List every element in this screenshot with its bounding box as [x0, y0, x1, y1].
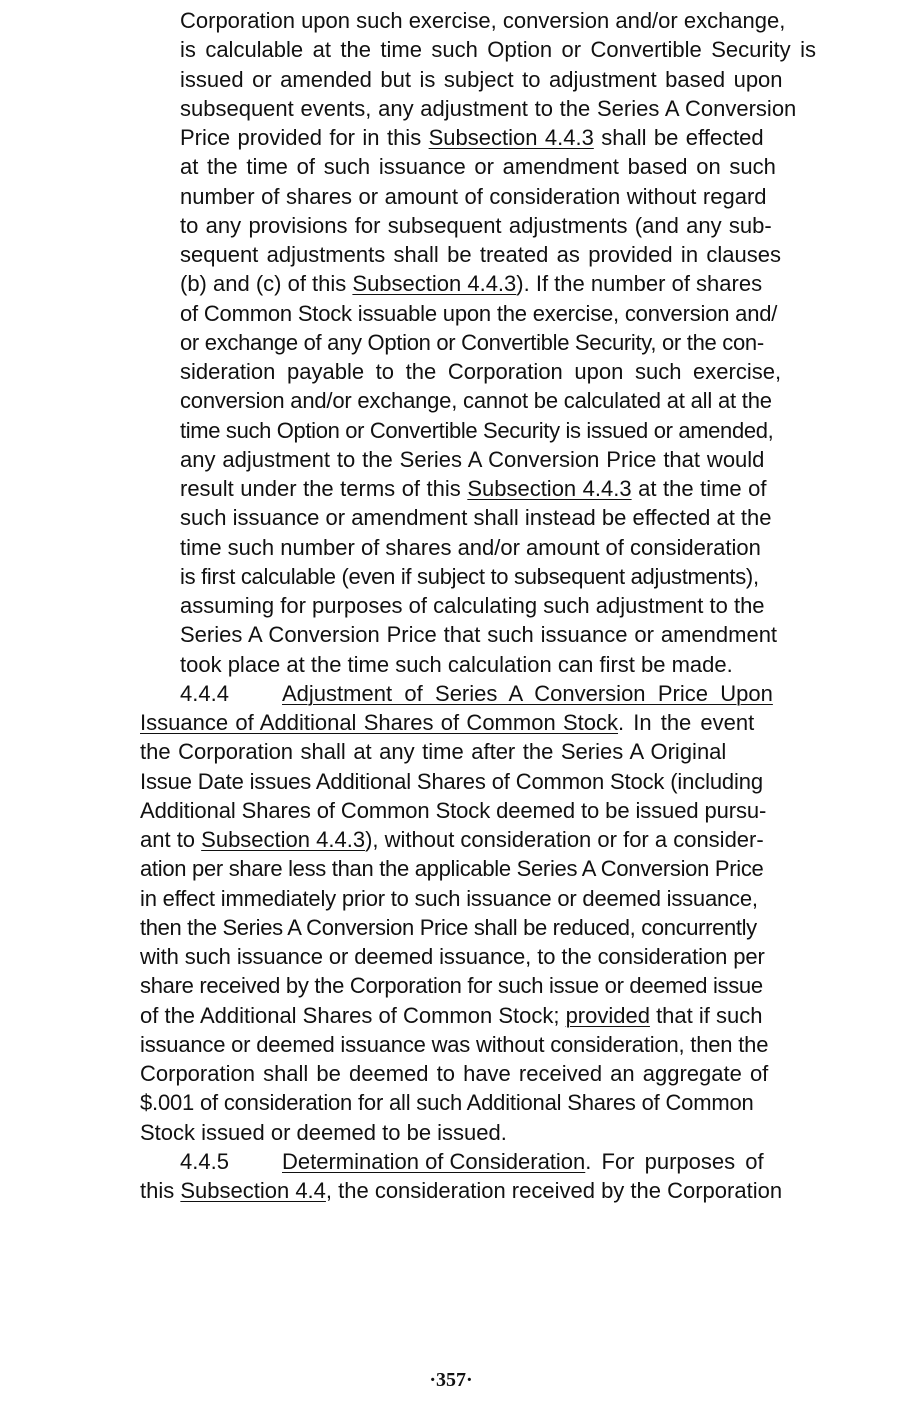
text-line: share received by the Corporation for such issue or deemed issue	[140, 973, 763, 999]
section-heading: Issuance of Additional Shares of Common Stock	[140, 710, 619, 735]
text-line: took place at the time such calculation can first be made.	[180, 651, 733, 677]
text-line: issued or amended but is subject to adjustment based upon	[180, 66, 783, 92]
section-number: 4.4.4	[180, 680, 229, 706]
page-number-dot: ·	[466, 1369, 473, 1391]
text-line: is calculable at the time such Option or Convertible Security is	[180, 37, 816, 63]
text-line: $.001 of consideration for all such Additional Shares of Common	[140, 1090, 754, 1116]
text-line: assuming for purposes of calculating such adjustment to the	[180, 593, 765, 618]
text-line: or exchange of any Option or Convertible Security, or the con-	[180, 329, 764, 355]
subsection-reference-link[interactable]: Subsection 4.4.3	[467, 476, 632, 501]
section-heading-line: 4.4.5 Determination of Consideration. For purposes of	[140, 1147, 816, 1176]
text-line: conversion and/or exchange, cannot be calculated at all at the	[180, 388, 772, 414]
text-line: ation per share less than the applicable Series A Conversion Price	[140, 856, 764, 882]
section-number: 4.4.5	[180, 1148, 229, 1174]
text-line: Additional Shares of Common Stock deemed to be issued pursu-	[140, 797, 767, 823]
section-heading: Determination of Consideration	[282, 1148, 586, 1174]
text-line: Corporation shall be deemed to have received an aggregate of	[140, 1061, 769, 1086]
subsection-reference-link[interactable]: Subsection 4.4.3	[428, 125, 594, 150]
text-line: Price provided for in this Subsection 4.4.3 shall be effected	[180, 125, 764, 150]
text-line: number of shares or amount of consideration without regard	[180, 183, 767, 209]
text-line: any adjustment to the Series A Conversion Price that would	[180, 446, 765, 472]
provided-term: provided	[565, 1002, 650, 1028]
text-line: Corporation upon such exercise, conversion and/or exchange,	[180, 8, 786, 33]
section-4-4-4	[140, 679, 816, 1147]
text-line: is first calculable (even if subject to subsequent adjustments),	[180, 563, 759, 589]
text-line: in effect immediately prior to such issuance or deemed issuance,	[140, 885, 758, 911]
text-line: Series A Conversion Price that such issuance or amendment	[180, 622, 778, 648]
text-line: time such Option or Convertible Security is issued or amended,	[180, 417, 774, 443]
text-line: sideration payable to the Corporation upon such exercise,	[180, 359, 782, 384]
text-line: Issue Date issues Additional Shares of Common Stock (including	[140, 768, 763, 794]
text-line: of Common Stock issuable upon the exercise, conversion and/	[180, 300, 778, 326]
text-line: the Corporation shall at any time after the Series A Original	[140, 739, 727, 765]
continuation-paragraph	[140, 6, 816, 679]
text-line: at the time of such issuance or amendment based on such	[180, 154, 776, 180]
text-line: with such issuance or deemed issuance, to the consideration per	[140, 944, 765, 969]
text-line: sequent adjustments shall be treated as provided in clauses	[180, 242, 781, 267]
section-4-4-5	[140, 1147, 816, 1206]
text-line: then the Series A Conversion Price shall be reduced, concurrently	[140, 914, 757, 940]
subsection-reference-link[interactable]: Subsection 4.4.3	[352, 271, 517, 297]
text-line: such issuance or amendment shall instead be effected at the	[180, 505, 772, 531]
subsection-reference-link[interactable]: Subsection 4.4	[180, 1178, 326, 1203]
page-number: ·357·	[429, 1369, 473, 1391]
section-heading: Adjustment of Series A Conversion Price Upon	[282, 680, 773, 706]
text-line: time such number of shares and/or amount of consideration	[180, 534, 761, 560]
text-line: ant to Subsection 4.4.3), without consideration or for a consider-	[140, 827, 764, 852]
text-line: (b) and (c) of this Subsection 4.4.3). If the number of shares	[180, 271, 763, 297]
page-number-dot: ·	[429, 1369, 436, 1391]
subsection-reference-link[interactable]: Subsection 4.4.3	[201, 827, 366, 852]
body-text	[140, 6, 816, 1205]
text-line: of the Additional Shares of Common Stock; provided that if such	[140, 1002, 763, 1028]
section-heading-line	[140, 679, 816, 708]
text-line: Stock issued or deemed to be issued.	[140, 1119, 507, 1145]
text-line: to any provisions for subsequent adjustments (and any sub-	[180, 212, 772, 238]
text-line: issuance or deemed issuance was without consideration, then the	[140, 1031, 769, 1057]
text-line: Issuance of Additional Shares of Common Stock. In the event	[140, 710, 755, 735]
text-line: result under the terms of this Subsection 4.4.3 at the time of	[180, 476, 767, 501]
text-line: this Subsection 4.4, the consideration received by the Corporation	[140, 1178, 783, 1203]
text-line: subsequent events, any adjustment to the Series A Conversion	[180, 95, 797, 121]
